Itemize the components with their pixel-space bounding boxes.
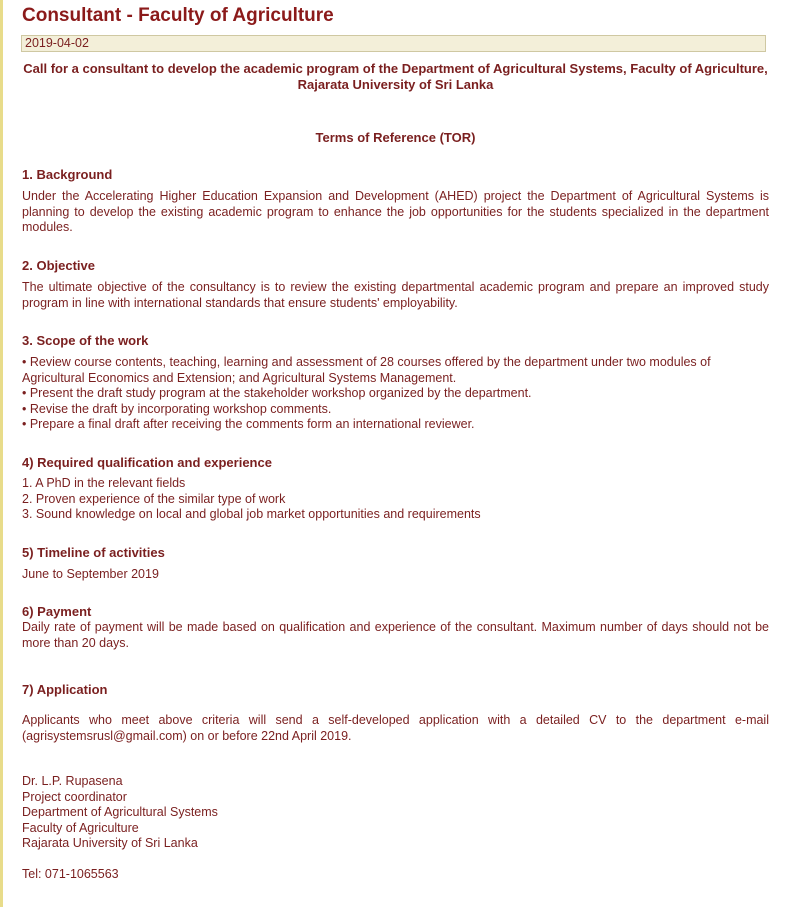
- list-item: • Review course contents, teaching, learning and assessment of 28 courses offered by the department under two modules of Agricultural Economics and Extension; and Agricultural Systems Management.: [22, 355, 711, 385]
- tor-heading: Terms of Reference (TOR): [315, 130, 476, 145]
- background-heading: 1. Background: [22, 167, 113, 182]
- payment-heading: 6) Payment: [22, 604, 92, 619]
- objective-heading: 2. Objective: [22, 258, 95, 273]
- application-text: Applicants who meet above criteria will send a self-developed application with a detailed CV to the department e-mail (agrisystemsrusl@gmail.com) on or before 22nd April 2019.: [22, 713, 769, 743]
- list-item: 1. A PhD in the relevant fields: [22, 476, 186, 490]
- list-item: • Revise the draft by incorporating workshop comments.: [22, 401, 332, 416]
- page-title: Consultant - Faculty of Agriculture: [22, 5, 334, 26]
- background-text: Under the Accelerating Higher Education Expansion and Development (AHED) project the Department of Agricultural Systems is planning to develop the existing academic program to enhance the job opportunities for the students specialized in the department modules.: [22, 189, 769, 234]
- list-item: 2. Proven experience of the similar type of work: [22, 491, 286, 506]
- contact-tel: Tel: 071-1065563: [22, 867, 119, 881]
- subtitle: Call for a consultant to develop the academic program of the Department of Agricultural Systems, Faculty of Agriculture, Rajarata University of Sri Lanka: [23, 61, 768, 92]
- contact-faculty: Faculty of Agriculture: [22, 820, 139, 835]
- contact-name: Dr. L.P. Rupasena: [22, 774, 123, 788]
- date-bar: 2019-04-02: [21, 35, 766, 52]
- objective-text: The ultimate objective of the consultancy is to review the existing departmental academic program and prepare an improved study program in line with international standards that ensure students' employability.: [22, 280, 769, 310]
- payment-text: Daily rate of payment will be made based on qualification and experience of the consultant. Maximum number of days should not be more than 20 days.: [22, 620, 769, 650]
- contact-department: Department of Agricultural Systems: [22, 805, 218, 819]
- qualification-list: [22, 476, 769, 523]
- qualification-heading: 4) Required qualification and experience: [22, 455, 272, 470]
- scope-heading: 3. Scope of the work: [22, 333, 149, 348]
- contact-role: Project coordinator: [22, 789, 127, 804]
- scope-list: [22, 355, 769, 433]
- list-item: 3. Sound knowledge on local and global job market opportunities and requirements: [22, 507, 481, 521]
- left-border: [0, 0, 3, 907]
- contact-university: Rajarata University of Sri Lanka: [22, 836, 198, 850]
- list-item: • Prepare a final draft after receiving the comments form an international reviewer.: [22, 417, 475, 431]
- application-heading: 7) Application: [22, 682, 108, 697]
- timeline-text: June to September 2019: [22, 567, 159, 581]
- list-item: • Present the draft study program at the stakeholder workshop organized by the department.: [22, 386, 532, 400]
- contact-block: [22, 774, 769, 852]
- timeline-heading: 5) Timeline of activities: [22, 545, 165, 560]
